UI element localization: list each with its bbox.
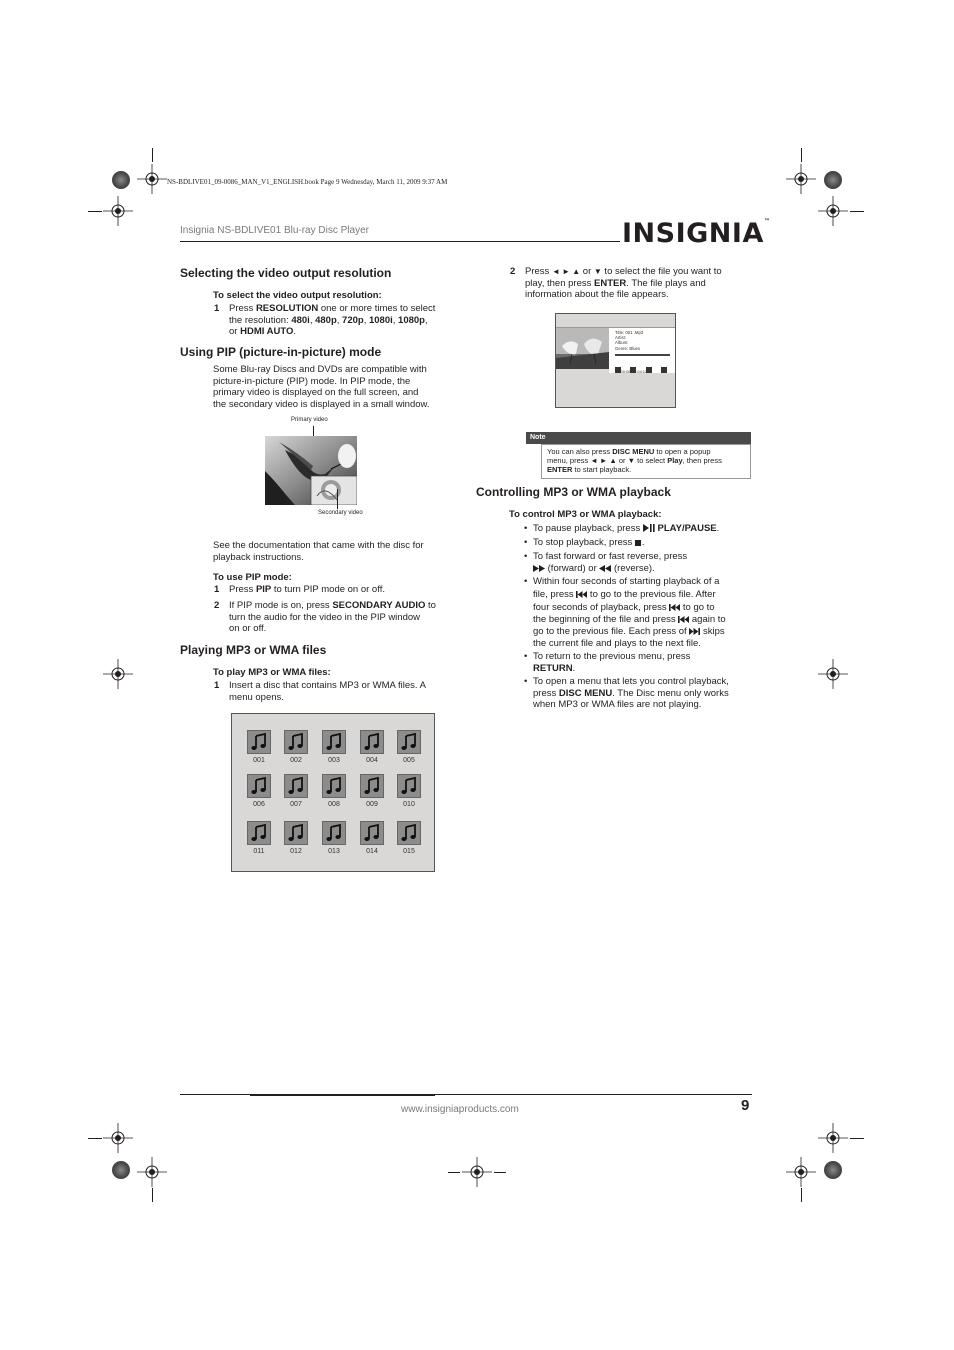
text-line: on or off. xyxy=(229,623,267,635)
text: or xyxy=(616,456,628,465)
music-file-tile[interactable] xyxy=(284,821,308,845)
player-top-bar xyxy=(556,314,675,328)
registration-mark-icon xyxy=(137,164,167,194)
music-file-tile[interactable] xyxy=(360,774,384,798)
logo-tm: ™ xyxy=(763,218,770,225)
text-line: menu opens. xyxy=(229,691,284,703)
music-file-tile[interactable] xyxy=(284,774,308,798)
file-name-label: 015 xyxy=(403,848,415,855)
step-pip-1 xyxy=(214,584,459,596)
music-note-icon xyxy=(398,822,420,844)
res-480p: 480p xyxy=(315,314,337,326)
note-box xyxy=(541,444,751,479)
key-play: Play xyxy=(667,456,683,465)
skip-next-icon xyxy=(689,628,700,635)
registration-mark-icon xyxy=(818,659,848,689)
file-name-label: 006 xyxy=(253,801,265,808)
play-pause-icon xyxy=(643,524,655,532)
subheading-play-mp3: To play MP3 or WMA files: xyxy=(213,667,331,678)
text-line: the secondary video is displayed in a small window. xyxy=(213,398,430,410)
text: to go to the previous file. After xyxy=(587,588,716,600)
logo-text: INSIGNIA xyxy=(622,218,764,249)
bullet-skip: • Within four seconds of starting playback of a file, press to go to the previous file. After four seconds of playback, press to go to the beginning of the file and press again to go to the previous file. Each press of skips the current file and plays to the next file. xyxy=(533,576,758,649)
progress-fill xyxy=(615,354,620,356)
track-title: Title: 001 .Mp3 xyxy=(615,330,644,335)
text: one or more times to select xyxy=(318,303,436,314)
key-disc-menu: DISC MENU xyxy=(558,687,613,699)
text: Press xyxy=(229,584,256,595)
text-line: picture-in-picture (PIP) mode. In PIP mode, the xyxy=(213,375,411,387)
music-note-icon xyxy=(323,731,345,753)
text-line: See the documentation that came with the disc for xyxy=(213,540,424,551)
music-note-icon xyxy=(398,731,420,753)
music-note-icon xyxy=(361,775,383,797)
music-file-tile[interactable] xyxy=(247,730,271,754)
footer-url: www.insigniaproducts.com xyxy=(401,1104,519,1115)
music-note-icon xyxy=(248,822,270,844)
file-name-label: 004 xyxy=(366,757,378,764)
text: four seconds of playback, press xyxy=(533,601,670,613)
shuffle-icon[interactable] xyxy=(661,367,667,373)
down-arrow-icon: ▼ xyxy=(627,456,636,465)
text: file, press xyxy=(533,588,577,600)
text: the resolution: xyxy=(229,314,292,326)
music-file-tile[interactable] xyxy=(322,774,346,798)
subheading-video-output: To select the video output resolution: xyxy=(213,290,382,301)
color-bar-icon xyxy=(824,171,842,189)
music-file-tile[interactable] xyxy=(360,730,384,754)
step-pip-2 xyxy=(214,600,459,635)
music-note-icon xyxy=(323,775,345,797)
text-line: when MP3 or WMA files are not playing. xyxy=(533,699,702,711)
insignia-logo xyxy=(622,218,770,249)
note-label: Note xyxy=(526,432,751,444)
music-file-tile[interactable] xyxy=(322,821,346,845)
fast-reverse-icon xyxy=(599,565,611,572)
skip-previous-icon xyxy=(678,616,689,623)
text: the beginning of the file and press xyxy=(533,614,679,626)
res-hdmi-auto: HDMI AUTO xyxy=(240,326,294,338)
music-file-tile[interactable] xyxy=(397,821,421,845)
text: If PIP mode is on, press xyxy=(229,600,333,611)
text: , then press xyxy=(682,456,722,465)
file-name-label: 012 xyxy=(290,848,302,855)
key-enter: ENTER xyxy=(547,465,573,474)
text: . xyxy=(716,523,720,534)
text: (forward) or xyxy=(545,562,600,574)
registration-mark-icon xyxy=(786,164,816,194)
stop-icon xyxy=(635,539,642,546)
bullet-pause: • To pause playback, press PLAY/PAUSE. xyxy=(524,523,720,534)
text: . The file plays and xyxy=(626,277,706,289)
pip-paragraph xyxy=(213,364,458,410)
text-line: information about the file appears. xyxy=(525,289,669,301)
heading-video-output: Selecting the video output resolution xyxy=(180,266,392,280)
file-name-label: 008 xyxy=(328,801,340,808)
music-note-icon xyxy=(248,775,270,797)
text: to go to xyxy=(680,601,715,613)
see-documentation-paragraph xyxy=(213,540,458,563)
text: press xyxy=(533,687,559,699)
text: to turn PIP mode on or off. xyxy=(271,584,385,595)
fast-forward-icon xyxy=(533,565,545,572)
hummingbird-image-icon xyxy=(265,436,357,505)
text: Press xyxy=(525,266,552,277)
label-secondary-video: Secondary video xyxy=(318,510,363,516)
text-line: playback instructions. xyxy=(213,551,304,563)
text: to xyxy=(425,600,436,611)
step-select-file xyxy=(510,266,755,301)
skip-previous-icon xyxy=(669,604,680,611)
arrow-keys-icon: ◄ ► ▲ xyxy=(590,456,617,465)
text: (reverse). xyxy=(611,562,655,574)
footer-rule-thick xyxy=(250,1094,435,1096)
music-file-tile[interactable] xyxy=(284,730,308,754)
music-note-icon xyxy=(285,775,307,797)
text: To stop playback, press xyxy=(533,537,635,548)
text: . xyxy=(641,537,645,548)
music-note-icon xyxy=(285,822,307,844)
file-name-label: 002 xyxy=(290,757,302,764)
color-bar-icon xyxy=(112,1161,130,1179)
text: to select xyxy=(635,456,668,465)
text: , xyxy=(424,314,428,326)
file-name-label: 003 xyxy=(328,757,340,764)
file-name-label: 011 xyxy=(253,848,265,855)
registration-mark-icon xyxy=(103,1123,133,1153)
step-number: 1 xyxy=(214,584,220,595)
file-name-label: 014 xyxy=(366,848,378,855)
text: You can also press xyxy=(547,447,613,456)
text: , xyxy=(363,314,369,326)
registration-mark-icon xyxy=(786,1157,816,1187)
track-genre: Genre: Blues xyxy=(615,345,641,351)
track-time: 00:00:08/00:04:12 xyxy=(615,369,648,374)
subheading-control-mp3: To control MP3 or WMA playback: xyxy=(509,509,662,520)
file-name-label: 009 xyxy=(366,801,378,808)
bullet-fast-forward: • To fast forward or fast reverse, press (forward) or (reverse). xyxy=(533,551,758,574)
key-disc-menu: DISC MENU xyxy=(612,447,655,456)
music-note-icon xyxy=(285,731,307,753)
text-line: To fast forward or fast reverse, press xyxy=(533,551,688,562)
text: play, then press xyxy=(525,277,595,289)
key-return: RETURN xyxy=(533,662,573,674)
text-line: To open a menu that lets you control playback, xyxy=(533,676,729,687)
text: , xyxy=(309,314,316,326)
text: menu, press xyxy=(547,456,591,465)
file-name-label: 001 xyxy=(253,757,265,764)
text: To pause playback, press xyxy=(533,523,643,534)
file-name-label: 005 xyxy=(403,757,415,764)
playback-info-screen xyxy=(555,313,676,408)
color-bar-icon xyxy=(824,1161,842,1179)
music-note-icon xyxy=(361,731,383,753)
label-pointer xyxy=(337,489,338,509)
text: to open a popup xyxy=(654,447,711,456)
subheading-use-pip: To use PIP mode: xyxy=(213,572,292,583)
music-file-tile[interactable] xyxy=(322,730,346,754)
text: , xyxy=(392,314,399,326)
text-line: To return to the previous menu, press xyxy=(533,651,691,662)
bullet-return: • To return to the previous menu, press RETURN. xyxy=(533,651,758,674)
res-1080p: 1080p xyxy=(398,314,425,326)
album-art xyxy=(556,328,609,369)
color-bar-icon xyxy=(112,171,130,189)
key-enter: ENTER xyxy=(594,277,627,289)
running-header: Insignia NS-BDLIVE01 Blu-ray Disc Player xyxy=(180,225,369,236)
book-info-line: NS-BDLIVE01_09-0086_MAN_V1_ENGLISH.book Page 9 Wednesday, March 11, 2009 9:37 AM xyxy=(167,178,448,186)
registration-mark-icon xyxy=(103,659,133,689)
registration-mark-icon xyxy=(103,196,133,226)
file-name-label: 010 xyxy=(403,801,415,808)
step-resolution xyxy=(214,303,459,338)
text: , xyxy=(336,314,343,326)
res-720p: 720p xyxy=(342,314,364,326)
progress-bar xyxy=(615,354,670,356)
text-line: primary video is displayed on the full screen, and xyxy=(213,387,419,399)
music-file-tile[interactable] xyxy=(397,730,421,754)
page-number: 9 xyxy=(741,1097,750,1114)
file-name-label: 013 xyxy=(328,848,340,855)
file-name-label: 007 xyxy=(290,801,302,808)
registration-mark-icon xyxy=(137,1157,167,1187)
text-line: turn the audio for the video in the PIP window xyxy=(229,611,421,623)
text: to select the file you want to xyxy=(601,266,722,277)
music-note-icon xyxy=(361,822,383,844)
registration-mark-icon xyxy=(818,196,848,226)
heading-pip: Using PIP (picture-in-picture) mode xyxy=(180,345,382,359)
text: . The Disc menu only works xyxy=(612,687,729,699)
bullet-disc-menu: • To open a menu that lets you control playback, press DISC MENU. The Disc menu only works when MP3 or WMA files are not playing. xyxy=(533,676,758,711)
step-number: 1 xyxy=(214,303,220,314)
step-number: 2 xyxy=(510,266,516,277)
text-line: Insert a disc that contains MP3 or WMA files. A xyxy=(229,680,426,691)
step-number: 1 xyxy=(214,680,220,691)
music-note-icon xyxy=(323,822,345,844)
music-file-tile[interactable] xyxy=(247,774,271,798)
track-artist: Artist: xyxy=(615,335,626,341)
res-1080i: 1080i xyxy=(368,314,393,326)
text-line: the current file and plays to the next file. xyxy=(533,637,701,649)
track-album: Album: xyxy=(615,340,629,346)
registration-mark-icon xyxy=(818,1123,848,1153)
mp3-file-menu xyxy=(231,713,435,872)
heading-play-mp3: Playing MP3 or WMA files xyxy=(180,643,327,657)
heading-control-mp3: Controlling MP3 or WMA playback xyxy=(476,485,671,499)
music-note-icon xyxy=(398,775,420,797)
label-primary-video: Primary video xyxy=(291,417,328,423)
text: . xyxy=(572,662,576,674)
pip-illustration xyxy=(265,436,357,505)
down-arrow-icon: ▼ xyxy=(593,267,602,276)
text: again to xyxy=(689,614,726,626)
birds-image-icon xyxy=(556,328,609,369)
key-resolution: RESOLUTION xyxy=(255,303,319,314)
text: . xyxy=(293,326,297,338)
res-480i: 480i xyxy=(291,314,310,326)
music-file-tile[interactable] xyxy=(397,774,421,798)
arrow-keys-icon: ◄ ► ▲ xyxy=(551,267,581,276)
registration-mark-icon xyxy=(462,1157,492,1187)
skip-previous-icon xyxy=(576,591,587,598)
text: Press xyxy=(229,303,256,314)
text: skips xyxy=(700,625,725,637)
header-rule xyxy=(180,241,620,242)
step-play-1 xyxy=(214,680,459,703)
music-file-tile[interactable] xyxy=(247,821,271,845)
text-line: Within four seconds of starting playback of a xyxy=(533,576,720,587)
text: or xyxy=(580,266,594,277)
music-file-tile[interactable] xyxy=(360,821,384,845)
music-note-icon xyxy=(248,731,270,753)
text: to start playback. xyxy=(572,465,632,474)
text-line: Some Blu-ray Discs and DVDs are compatible with xyxy=(213,364,427,375)
key-pip: PIP xyxy=(255,584,272,595)
text: or xyxy=(229,326,241,338)
key-secondary-audio: SECONDARY AUDIO xyxy=(332,600,426,611)
track-info xyxy=(615,330,643,351)
text: go to the previous file. Each press of xyxy=(533,625,690,637)
bullet-stop: • To stop playback, press . xyxy=(524,537,645,548)
step-number: 2 xyxy=(214,600,220,611)
key-play-pause: PLAY/PAUSE xyxy=(657,523,717,534)
